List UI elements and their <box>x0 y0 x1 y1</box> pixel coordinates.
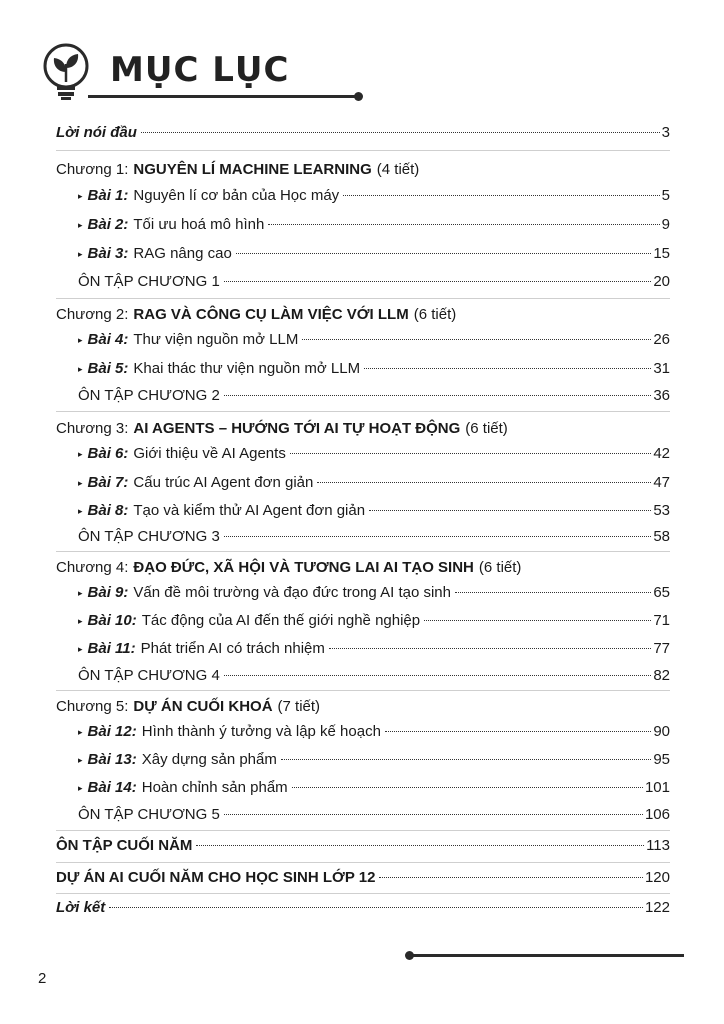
triangle-bullet-icon: ▸ <box>78 727 83 737</box>
leader-dots <box>302 339 651 340</box>
leader-dots <box>379 877 643 878</box>
leader-dots <box>364 368 651 369</box>
triangle-bullet-icon: ▸ <box>78 335 83 345</box>
page-ref: 42 <box>653 445 670 462</box>
toc-entry-review[interactable] <box>78 528 670 550</box>
triangle-bullet-icon: ▸ <box>78 249 83 259</box>
triangle-bullet-icon: ▸ <box>78 220 83 230</box>
leader-dots <box>109 907 643 908</box>
page-ref: 5 <box>661 187 670 204</box>
page-ref: 58 <box>653 528 670 545</box>
lesson-label: Bài 8: <box>87 502 129 519</box>
triangle-bullet-icon: ▸ <box>78 616 83 626</box>
leader-dots <box>224 395 652 396</box>
leader-dots <box>455 592 651 593</box>
leader-dots <box>224 675 652 676</box>
toc-header <box>38 40 328 104</box>
chapter-label: Chương 2: <box>56 306 129 323</box>
lesson-title: Vấn đề môi trường và đạo đức trong AI tạo sinh <box>133 584 451 601</box>
toc-entry-lesson[interactable] <box>78 187 670 209</box>
section-divider <box>56 830 670 831</box>
toc-entry-lesson[interactable] <box>78 779 670 801</box>
chapter-hours: (6 tiết) <box>465 420 508 437</box>
review-title: ÔN TẬP CHƯƠNG 2 <box>78 387 220 404</box>
chapter-hours: (6 tiết) <box>478 559 522 576</box>
toc-entry-review[interactable] <box>78 667 670 689</box>
triangle-bullet-icon: ▸ <box>78 783 83 793</box>
chapter-name: AI AGENTS – HƯỚNG TỚI AI TỰ HOẠT ĐỘNG <box>133 420 461 437</box>
chapter-name: NGUYÊN LÍ MACHINE LEARNING <box>133 161 372 178</box>
lesson-title: RAG nâng cao <box>133 245 232 262</box>
leader-dots <box>196 845 644 846</box>
chapter-name: ĐẠO ĐỨC, XÃ HỘI VÀ TƯƠNG LAI AI TẠO SINH <box>133 559 474 576</box>
lesson-title: Khai thác thư viện nguồn mở LLM <box>133 360 361 377</box>
review-title: ÔN TẬP CHƯƠNG 5 <box>78 806 220 823</box>
leader-dots <box>424 620 651 621</box>
toc-entry-review[interactable] <box>78 273 670 295</box>
page-ref: 9 <box>661 216 670 233</box>
lesson-title: Tác động của AI đến thế giới nghề nghiệp <box>141 612 421 629</box>
section-divider <box>56 690 670 691</box>
toc-entry-lesson[interactable] <box>78 751 670 773</box>
section-divider <box>56 411 670 412</box>
triangle-bullet-icon: ▸ <box>78 755 83 765</box>
toc-entry-closing[interactable] <box>56 899 670 921</box>
page-ref: 47 <box>653 474 670 491</box>
chapter-heading[interactable] <box>56 420 508 437</box>
lesson-title: Nguyên lí cơ bản của Học máy <box>133 187 340 204</box>
chapter-hours: (7 tiết) <box>277 698 321 715</box>
lesson-label: Bài 12: <box>87 723 137 740</box>
page-ref: 31 <box>653 360 670 377</box>
lesson-title: Cấu trúc AI Agent đơn giản <box>133 474 314 491</box>
page-ref: 36 <box>653 387 670 404</box>
toc-entry-final-review[interactable] <box>56 837 670 859</box>
page-ref: 113 <box>646 837 670 854</box>
closing-label: Lời kết <box>56 899 106 916</box>
section-divider <box>56 551 670 552</box>
section-divider <box>56 150 670 151</box>
triangle-bullet-icon: ▸ <box>78 449 83 459</box>
page-ref: 20 <box>653 273 670 290</box>
final-project-title: DỰ ÁN AI CUỐI NĂM CHO HỌC SINH LỚP 12 <box>56 869 376 886</box>
triangle-bullet-icon: ▸ <box>78 478 83 488</box>
lesson-title: Giới thiệu về AI Agents <box>133 445 286 462</box>
section-divider <box>56 298 670 299</box>
leader-dots <box>281 759 651 760</box>
leader-dots <box>343 195 659 196</box>
leader-dots <box>268 224 659 225</box>
page-ref: 3 <box>661 124 670 141</box>
triangle-bullet-icon: ▸ <box>78 191 83 201</box>
leader-dots <box>141 132 660 133</box>
review-title: ÔN TẬP CHƯƠNG 1 <box>78 273 220 290</box>
chapter-heading[interactable] <box>56 698 320 715</box>
lesson-label: Bài 1: <box>87 187 129 204</box>
triangle-bullet-icon: ▸ <box>78 506 83 516</box>
chapter-hours: (4 tiết) <box>376 161 420 178</box>
title-underline-dot <box>354 92 363 101</box>
chapter-label: Chương 5: <box>56 698 129 715</box>
section-divider <box>56 862 670 863</box>
page-ref: 95 <box>653 751 670 768</box>
lesson-label: Bài 2: <box>87 216 129 233</box>
page-ref: 106 <box>644 806 670 823</box>
leader-dots <box>290 453 651 454</box>
intro-label: Lời nói đầu <box>56 124 137 141</box>
lesson-title: Xây dựng sản phẩm <box>141 751 277 768</box>
lesson-label: Bài 14: <box>87 779 137 796</box>
chapter-name: DỰ ÁN CUỐI KHOÁ <box>133 698 273 715</box>
toc-entry-lesson[interactable] <box>78 612 670 634</box>
toc-entry-review[interactable] <box>78 387 670 409</box>
leader-dots <box>292 787 643 788</box>
chapter-name: RAG VÀ CÔNG CỤ LÀM VIỆC VỚI LLM <box>133 306 409 323</box>
leader-dots <box>329 648 651 649</box>
page-ref: 15 <box>653 245 670 262</box>
toc-entry-lesson[interactable] <box>78 640 670 662</box>
lesson-label: Bài 4: <box>87 331 129 348</box>
toc-entry-lesson[interactable] <box>78 360 670 382</box>
toc-entry-lesson[interactable] <box>78 474 670 496</box>
page-title: MỤC LỤC <box>110 50 290 90</box>
lesson-title: Hoàn chỉnh sản phẩm <box>141 779 288 796</box>
final-review-title: ÔN TẬP CUỐI NĂM <box>56 837 193 854</box>
lesson-label: Bài 13: <box>87 751 137 768</box>
page-ref: 90 <box>653 723 670 740</box>
page-ref: 122 <box>644 899 670 916</box>
title-underline <box>88 95 360 98</box>
lesson-title: Phát triển AI có trách nhiệm <box>140 640 325 657</box>
section-divider <box>56 893 670 894</box>
toc-entry-lesson[interactable] <box>78 584 670 606</box>
triangle-bullet-icon: ▸ <box>78 644 83 654</box>
lesson-title: Thư viện nguồn mở LLM <box>133 331 299 348</box>
chapter-label: Chương 4: <box>56 559 129 576</box>
toc-entry-lesson[interactable] <box>78 331 670 353</box>
page-ref: 101 <box>644 779 670 796</box>
page-ref: 53 <box>653 502 670 519</box>
page-ref: 71 <box>653 612 670 629</box>
chapter-hours: (6 tiết) <box>413 306 457 323</box>
toc-entry-lesson[interactable] <box>78 502 670 524</box>
page-ref: 65 <box>653 584 670 601</box>
lesson-label: Bài 6: <box>87 445 129 462</box>
toc-entry-final-project[interactable] <box>56 869 670 891</box>
toc-entry-intro[interactable] <box>56 124 670 146</box>
lesson-title: Hình thành ý tưởng và lập kế hoạch <box>141 723 381 740</box>
page-ref: 82 <box>653 667 670 684</box>
page-ref: 26 <box>653 331 670 348</box>
chapter-heading[interactable] <box>56 161 419 178</box>
lesson-label: Bài 11: <box>87 640 136 657</box>
page-ref: 77 <box>653 640 670 657</box>
leader-dots <box>224 536 652 537</box>
chapter-label: Chương 1: <box>56 161 129 178</box>
review-title: ÔN TẬP CHƯƠNG 3 <box>78 528 220 545</box>
lesson-label: Bài 3: <box>87 245 129 262</box>
leader-dots <box>317 482 651 483</box>
lightbulb-sprout-icon <box>38 42 94 102</box>
chapter-label: Chương 3: <box>56 420 129 437</box>
triangle-bullet-icon: ▸ <box>78 588 83 598</box>
lesson-title: Tạo và kiểm thử AI Agent đơn giản <box>133 502 366 519</box>
leader-dots <box>385 731 651 732</box>
lesson-label: Bài 5: <box>87 360 129 377</box>
leader-dots <box>369 510 651 511</box>
review-title: ÔN TẬP CHƯƠNG 4 <box>78 667 220 684</box>
page-number: 2 <box>38 970 47 987</box>
chapter-heading[interactable] <box>56 559 521 576</box>
lesson-title: Tối ưu hoá mô hình <box>133 216 265 233</box>
chapter-heading[interactable] <box>56 306 456 323</box>
lesson-label: Bài 7: <box>87 474 129 491</box>
lesson-label: Bài 9: <box>87 584 129 601</box>
page-ref: 120 <box>644 869 670 886</box>
leader-dots <box>224 814 643 815</box>
leader-dots <box>236 253 652 254</box>
toc-entry-lesson[interactable] <box>78 216 670 238</box>
triangle-bullet-icon: ▸ <box>78 364 83 374</box>
toc-entry-lesson[interactable] <box>78 445 670 467</box>
lesson-label: Bài 10: <box>87 612 137 629</box>
footer-rule <box>412 954 684 957</box>
toc-entry-lesson[interactable] <box>78 245 670 267</box>
leader-dots <box>224 281 652 282</box>
toc-entry-lesson[interactable] <box>78 723 670 745</box>
toc-entry-review[interactable] <box>78 806 670 828</box>
